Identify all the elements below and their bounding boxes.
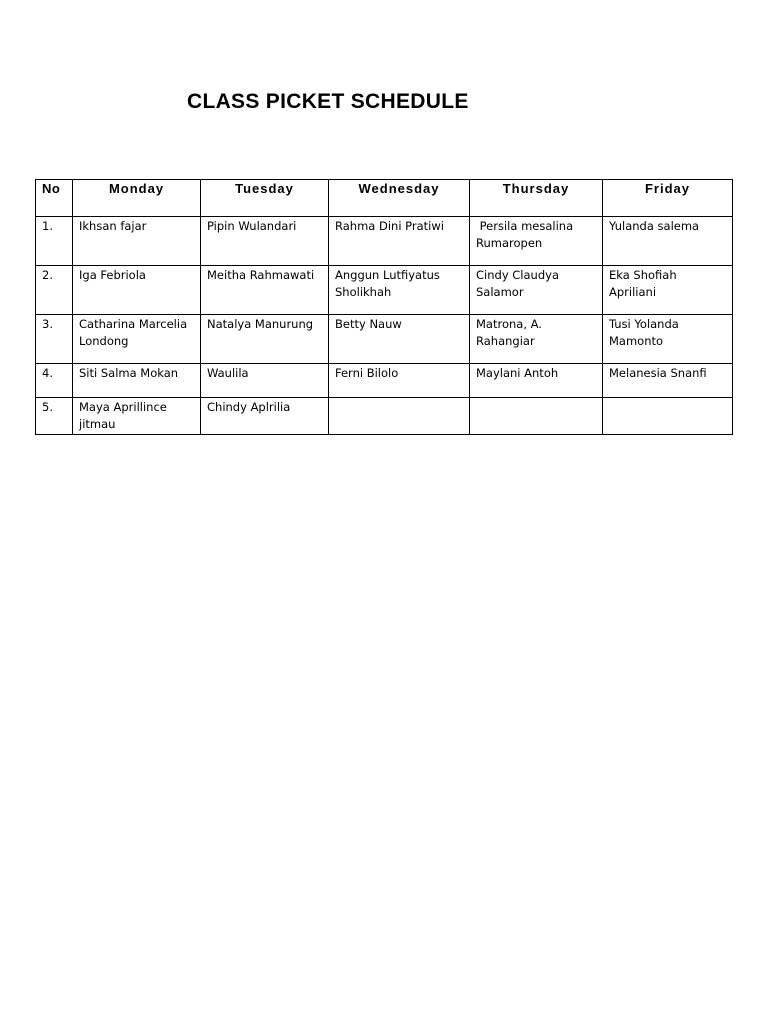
table-row (36, 315, 733, 364)
table-row (36, 398, 733, 435)
cell-wednesday (329, 398, 470, 435)
cell-tuesday: Natalya Manurung (201, 315, 329, 364)
header-tuesday: Tuesday (201, 180, 329, 217)
cell-monday: Siti Salma Mokan (73, 364, 201, 398)
table-header-row (36, 180, 733, 217)
page-title: CLASS PICKET SCHEDULE (187, 90, 469, 113)
cell-wednesday: Rahma Dini Pratiwi (329, 217, 470, 266)
cell-no: 5. (36, 398, 73, 435)
cell-tuesday: Waulila (201, 364, 329, 398)
cell-monday: Ikhsan fajar (73, 217, 201, 266)
cell-friday (603, 398, 733, 435)
cell-tuesday: Pipin Wulandari (201, 217, 329, 266)
cell-thursday: Persila mesalina Rumaropen (470, 217, 603, 266)
cell-monday: Catharina Marcelia Londong (73, 315, 201, 364)
cell-friday: Melanesia Snanfi (603, 364, 733, 398)
cell-no: 1. (36, 217, 73, 266)
header-friday: Friday (603, 180, 733, 217)
cell-thursday: Matrona, A. Rahangiar (470, 315, 603, 364)
header-no: No (36, 180, 73, 217)
header-wednesday: Wednesday (329, 180, 470, 217)
cell-no: 3. (36, 315, 73, 364)
table-row (36, 266, 733, 315)
cell-thursday: Maylani Antoh (470, 364, 603, 398)
cell-monday: Iga Febriola (73, 266, 201, 315)
cell-wednesday: Anggun Lutfiyatus Sholikhah (329, 266, 470, 315)
cell-wednesday: Betty Nauw (329, 315, 470, 364)
header-thursday: Thursday (470, 180, 603, 217)
picket-schedule-table (35, 179, 733, 435)
cell-tuesday: Meitha Rahmawati (201, 266, 329, 315)
cell-thursday (470, 398, 603, 435)
cell-no: 4. (36, 364, 73, 398)
table-row (36, 217, 733, 266)
table-row (36, 364, 733, 398)
header-monday: Monday (73, 180, 201, 217)
cell-friday: Eka Shofiah Apriliani (603, 266, 733, 315)
cell-friday: Tusi Yolanda Mamonto (603, 315, 733, 364)
cell-wednesday: Ferni Bilolo (329, 364, 470, 398)
cell-tuesday: Chindy Aplrilia (201, 398, 329, 435)
cell-friday: Yulanda salema (603, 217, 733, 266)
cell-no: 2. (36, 266, 73, 315)
cell-monday: Maya Aprillince jitmau (73, 398, 201, 435)
cell-thursday: Cindy Claudya Salamor (470, 266, 603, 315)
